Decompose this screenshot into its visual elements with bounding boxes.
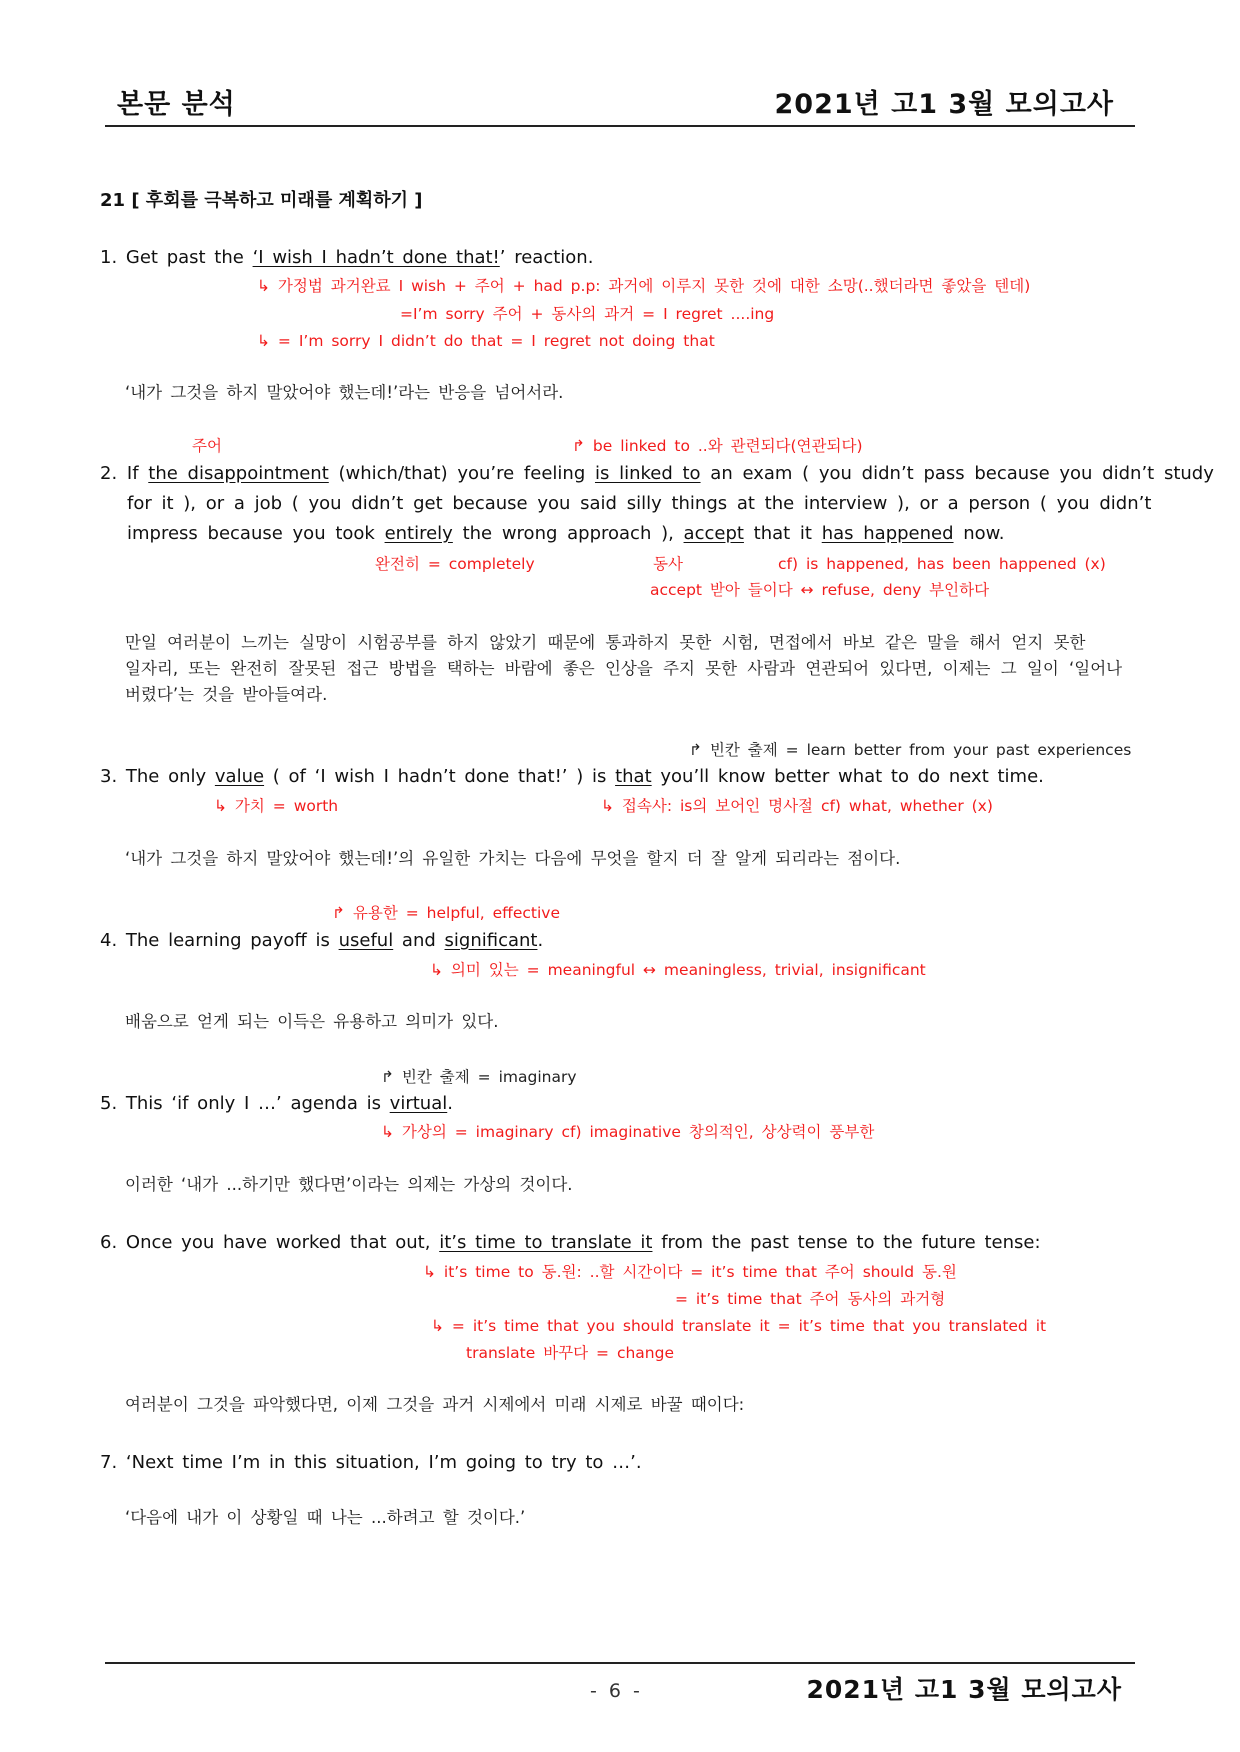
translation-4: 배움으로 얻게 되는 이득은 유용하고 의미가 있다.: [125, 1012, 499, 1031]
note-6-b: = it’s time that 주어 동사의 과거형: [675, 1290, 946, 1308]
note-6-c: ↳ = it’s time that you should translate it = it’s time that you translated it: [431, 1317, 1047, 1335]
note-2-subject: 주어: [192, 437, 222, 455]
translation-3: ‘내가 그것을 하지 말았어야 했는데!’의 유일한 가치는 다음에 무엇을 할지 더 잘 알게 되리라는 점이다.: [125, 849, 901, 868]
sentence-2-line-3: impress because you took entirely the wrong approach ), accept that it has happened now.: [127, 523, 1005, 544]
note-2-verb: 동사: [653, 555, 683, 573]
footer-title: 2021년 고1 3월 모의고사: [806, 1675, 1122, 1704]
footer-rule: [105, 1662, 1135, 1664]
header-rule: [105, 125, 1135, 127]
note-3-blank: ↱ 빈칸 출제 = learn better from your past experiences: [689, 741, 1132, 759]
translation-2-line-1: 만일 여러분이 느끼는 실망이 시험공부를 하지 않았기 때문에 통과하지 못한 시험, 면접에서 바보 같은 말을 해서 얻지 못한: [125, 633, 1086, 652]
section-title: 21 [ 후회를 극복하고 미래를 계획하기 ]: [100, 190, 423, 211]
sentence-5: 5. This ‘if only I …’ agenda is virtual.: [100, 1093, 453, 1114]
note-4-significant: ↳ 의미 있는 = meaningful ↔ meaningless, trivial, insignificant: [430, 961, 926, 979]
sentence-1: 1. Get past the ‘I wish I hadn’t done that!’ reaction.: [100, 247, 594, 268]
sentence-6: 6. Once you have worked that out, it’s time to translate it from the past tense to the future tense:: [100, 1232, 1041, 1253]
note-3-that: ↳ 접속사: is의 보어인 명사절 cf) what, whether (x): [601, 797, 993, 815]
translation-5: 이러한 ‘내가 ...하기만 했다면’이라는 의제는 가상의 것이다.: [125, 1175, 573, 1194]
note-6-d: translate 바꾸다 = change: [466, 1344, 674, 1362]
note-4-useful: ↱ 유용한 = helpful, effective: [332, 904, 560, 922]
sentence-2-line-2: for it ), or a job ( you didn’t get because you said silly things at the interview ), or a person ( you didn’t: [127, 493, 1152, 514]
note-5-virtual: ↳ 가상의 = imaginary cf) imaginative 창의적인, 상상력이 풍부한: [381, 1123, 875, 1141]
sentence-4: 4. The learning payoff is useful and significant.: [100, 930, 544, 951]
translation-2-line-3: 버렸다’는 것을 받아들여라.: [125, 685, 328, 704]
header-right-title: 2021년 고1 3월 모의고사: [774, 89, 1114, 120]
note-2-linked: ↱ be linked to ..와 관련되다(연관되다): [572, 437, 863, 455]
note-2-entirely: 완전히 = completely: [375, 555, 535, 573]
sentence-7: 7. ‘Next time I’m in this situation, I’m going to try to …’.: [100, 1452, 642, 1473]
translation-2-line-2: 일자리, 또는 완전히 잘못된 접근 방법을 택하는 바람에 좋은 인상을 주지 못한 사람과 연관되어 있다면, 이제는 그 일이 ‘일어나: [125, 659, 1123, 678]
note-2-cf: cf) is happened, has been happened (x): [778, 555, 1106, 573]
translation-1: ‘내가 그것을 하지 말았어야 했는데!’라는 반응을 넘어서라.: [125, 383, 564, 402]
page-number: - 6 -: [590, 1680, 640, 1702]
note-2-accept: accept 받아 들이다 ↔ refuse, deny 부인하다: [650, 581, 990, 599]
note-1-c: ↳ = I’m sorry I didn’t do that = I regret not doing that: [257, 332, 715, 350]
note-6-a: ↳ it’s time to 동.원: ..할 시간이다 = it’s time that 주어 should 동.원: [423, 1263, 957, 1281]
note-1-b: =I’m sorry 주어 + 동사의 과거 = I regret ....ing: [400, 305, 775, 323]
note-5-blank: ↱ 빈칸 출제 = imaginary: [381, 1068, 577, 1086]
note-3-value: ↳ 가치 = worth: [214, 797, 339, 815]
header-left-title: 본문 분석: [117, 89, 236, 120]
translation-7: ‘다음에 내가 이 상황일 때 나는 ...하려고 할 것이다.’: [125, 1508, 526, 1527]
sentence-3: 3. The only value ( of ‘I wish I hadn’t done that!’ ) is that you’ll know better what to do next time.: [100, 766, 1044, 787]
translation-6: 여러분이 그것을 파악했다면, 이제 그것을 과거 시제에서 미래 시제로 바꿀 때이다:: [125, 1395, 745, 1414]
sentence-2-line-1: 2. If the disappointment (which/that) you’re feeling is linked to an exam ( you didn’t pass because you didn’t study: [100, 463, 1214, 484]
note-1-a: ↳ 가정법 과거완료 I wish + 주어 + had p.p: 과거에 이루지 못한 것에 대한 소망(..했더라면 좋았을 텐데): [257, 277, 1031, 295]
